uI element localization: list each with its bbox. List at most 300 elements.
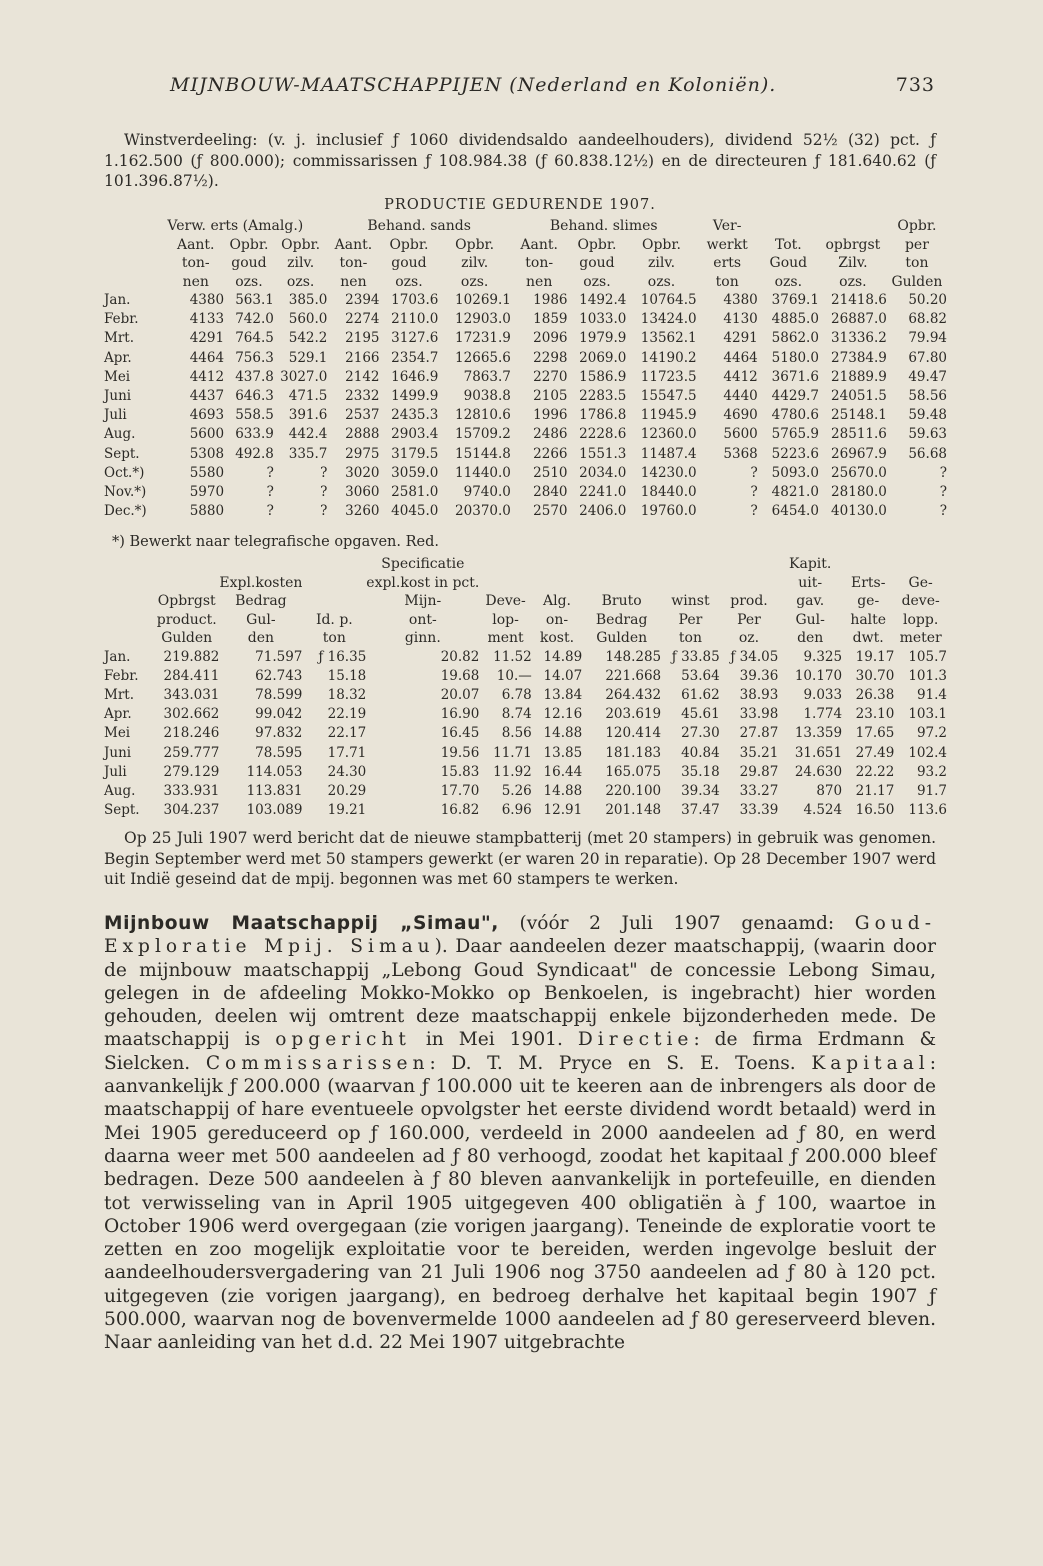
table-cell: 20.29: [327, 782, 367, 799]
header-cell: [104, 574, 154, 593]
stampers-paragraph: Op 25 Juli 1907 werd bericht dat de nieuwe stampbatterij (met 20 stampers) in gebruik was genomen. Begin September werd met 50 stampers gewerkt (er waren 20 in reparatie). Op 28 December 1907 werd uit Indië geseind dat de mpij. begonnen was met 60 stampers te werken.: [104, 829, 936, 888]
table-cell: 1986: [533, 292, 568, 308]
header-cell: [532, 574, 582, 593]
table-cell: 6454.0: [771, 503, 819, 520]
table-cell: 492.8: [235, 445, 274, 462]
table-cell: 8.74: [501, 706, 532, 723]
table-cell: 14.88: [543, 782, 583, 799]
header-cell: Goud: [769, 255, 808, 271]
table-cell: 120.414: [605, 725, 662, 742]
table-cell: 2105: [533, 388, 568, 405]
table-cell: ?: [939, 484, 947, 501]
table-cell: 343.031: [163, 686, 220, 703]
company-name: Mijnbouw Maatschappij „Simau",: [104, 913, 499, 934]
month-cell: Jan.: [104, 292, 131, 308]
table-cell: 45.61: [681, 706, 720, 723]
table-cell: 542.2: [288, 330, 328, 347]
table-cell: 19.56: [440, 744, 480, 761]
month-cell: Mei: [104, 725, 131, 742]
header-cell: Aant.: [176, 236, 215, 253]
table-cell: 14.89: [543, 648, 583, 665]
table-cell: 335.7: [288, 445, 328, 462]
table-cell: 4690: [723, 407, 758, 424]
text-run: (vóór 2 Juli 1907 genaamd:: [498, 913, 855, 934]
table-cell: 113.6: [908, 802, 947, 819]
header-cell: Behand. slimes: [549, 218, 658, 234]
table-cell: 385.0: [288, 292, 328, 308]
table-cell: 4291: [723, 330, 758, 347]
header-cell: Opbr.: [641, 236, 681, 253]
header-cell: nen: [340, 273, 367, 290]
month-cell: Aug.: [104, 426, 136, 443]
header-cell: Expl.kosten: [219, 574, 303, 591]
table-cell: 11440.0: [455, 464, 511, 481]
spaced-term: Commissarissen: [205, 1052, 430, 1074]
header-cell: Gul-: [795, 611, 825, 628]
table-cell: 279.129: [163, 763, 220, 780]
table-cell: 563.1: [235, 292, 274, 308]
header-cell: ton-: [339, 255, 368, 271]
table-cell: 16.82: [440, 802, 480, 819]
header-cell: Kapit.: [789, 556, 832, 572]
running-header: [170, 74, 935, 96]
header-cell: [720, 574, 779, 593]
month-cell: Mrt.: [104, 686, 134, 703]
table-cell: 9.325: [803, 648, 843, 665]
table-cell: 264.432: [605, 686, 662, 703]
table-cell: 1996: [533, 407, 568, 424]
table-cell: 2096: [533, 330, 568, 347]
header-cell: product.: [156, 611, 217, 628]
table-cell: 103.089: [246, 802, 303, 819]
table-cell: 13.84: [543, 686, 583, 703]
table-cell: 19.17: [855, 648, 895, 665]
table-cell: ?: [750, 503, 758, 520]
header-cell: uit-: [798, 574, 823, 591]
month-cell: Aug.: [104, 782, 136, 799]
table-cell: 1551.3: [579, 445, 627, 462]
table-cell: 12665.6: [455, 349, 511, 366]
table-cell: 10.—: [496, 667, 532, 684]
header-cell: Alg.: [542, 593, 571, 609]
table-cell: 12903.0: [455, 311, 511, 328]
header-cell: [582, 574, 661, 593]
table-cell: 24.30: [327, 763, 367, 780]
table-cell: 24.630: [794, 763, 843, 780]
table-cell: 165.075: [605, 763, 662, 780]
header-cell: Opbr.: [229, 236, 269, 253]
simau-article: [104, 912, 936, 1355]
table-cell: 870: [816, 782, 843, 799]
month-cell: Febr.: [104, 667, 139, 684]
table-cell: 13.85: [543, 744, 583, 761]
table-cell: 6.96: [501, 802, 532, 819]
table-cell: 40.84: [681, 744, 720, 761]
header-cell: meter: [899, 630, 942, 646]
table-cell: 14230.0: [640, 464, 697, 481]
header-cell: [154, 555, 219, 574]
table-cell: 113.831: [246, 782, 303, 799]
table-cell: 10.170: [794, 667, 843, 684]
table-cell: 19.68: [440, 667, 480, 684]
header-cell: ozs.: [235, 273, 263, 290]
header-row: [104, 629, 947, 648]
table-cell: 9.033: [803, 686, 843, 703]
table-cell: 15.18: [327, 667, 367, 684]
table-cell: 203.619: [605, 706, 662, 723]
header-cell: [819, 217, 887, 236]
header-cell: Opbrgst: [157, 593, 216, 609]
table-cell: ?: [320, 464, 328, 481]
header-cell: kost.: [539, 630, 575, 646]
table-cell: 1.774: [803, 706, 843, 723]
table-cell: 78.599: [255, 686, 303, 703]
table-cell: 9038.8: [463, 388, 511, 405]
header-row: [104, 217, 947, 236]
table-footnote: *) Bewerkt naar telegrafische opgaven. Red.: [112, 534, 439, 550]
header-cell: Gulden: [891, 273, 943, 290]
month-cell: Apr.: [104, 349, 132, 366]
header-cell: winst: [671, 593, 710, 609]
table-cell: 11.52: [493, 648, 532, 665]
header-cell: Id. p.: [315, 611, 353, 628]
table-cell: 148.285: [605, 648, 662, 665]
table-cell: ?: [266, 464, 274, 481]
table-cell: 1859: [533, 311, 568, 328]
table-cell: 71.597: [255, 648, 303, 665]
table-cell: 2354.7: [391, 349, 439, 366]
table-cell: 3060: [345, 484, 380, 501]
header-cell: [720, 555, 779, 574]
header-cell: [104, 273, 167, 292]
table-cell: 2110.0: [391, 311, 439, 328]
header-cell: [104, 555, 154, 574]
table-cell: 49.47: [908, 368, 947, 385]
table-cell: 15709.2: [455, 426, 511, 443]
table-row: [104, 744, 947, 763]
header-cell: Aant.: [334, 236, 373, 253]
table-cell: 50.20: [908, 292, 947, 308]
table-cell: 93.2: [916, 763, 947, 780]
table-cell: 79.94: [908, 330, 947, 347]
table-cell: 26967.9: [831, 445, 887, 462]
month-cell: Sept.: [104, 802, 140, 819]
header-cell: erts: [713, 255, 742, 271]
table-cell: 2975: [345, 445, 380, 462]
table-cell: 38.93: [739, 686, 779, 703]
table-cell: 17.71: [327, 744, 367, 761]
header-cell: werkt: [706, 236, 748, 253]
table-cell: 16.50: [855, 802, 895, 819]
header-cell: gav.: [796, 593, 825, 609]
header-row: [104, 236, 947, 255]
month-cell: Nov.*): [104, 484, 147, 501]
table-cell: 2166: [345, 349, 380, 366]
table-cell: 15.83: [440, 763, 480, 780]
table-cell: 37.47: [681, 802, 720, 819]
table-row: [104, 406, 947, 425]
table-cell: 4885.0: [771, 311, 819, 328]
table-cell: 26887.0: [831, 311, 887, 328]
table-cell: 39.34: [681, 782, 720, 799]
table-cell: 1586.9: [579, 368, 627, 385]
table-cell: 5600: [723, 426, 758, 443]
header-cell: [302, 574, 366, 593]
header-cell: ozs.: [647, 273, 676, 290]
table-cell: 3260: [345, 503, 380, 520]
table-cell: 14.88: [543, 725, 583, 742]
header-cell: [479, 574, 531, 593]
table-cell: 2435.3: [391, 407, 439, 424]
table-cell: 35.21: [739, 744, 779, 761]
table-cell: 15144.8: [455, 445, 511, 462]
header-cell: den: [797, 630, 824, 646]
month-cell: Dec.*): [104, 503, 147, 520]
table-cell: 13562.1: [640, 330, 697, 347]
table-cell: 5308: [189, 445, 225, 462]
header-cell: [104, 217, 167, 236]
text-run: : aanvankelijk ƒ 200.000 (waarvan ƒ 100.000 uit te keeren aan de inbrengers als door de maatschappij of hare eventueele opvolgster het eerste dividend wordt betaald) werd in Mei 1905 gereduceerd op ƒ 160.000, verdeeld in 2000 aandeelen ad ƒ 80, en werd daarna weer met 500 aandeelen ad ƒ 80 verhoogd, zoodat het kapitaal ƒ 200.000 bleef bedragen. Deze 500 aandeelen à ƒ 80 bleven aanvankelijk in portefeuille, en dienden tot verwisseling van in April 1905 uitgegeven 400 obligatiën à ƒ 100, waartoe in October 1906 werd overgegaan (zie vorigen jaargang). Teneinde de exploratie voort te zetten en zoo mogelijk exploitatie voor te bereiden, werden ingevolge besluit der aandeelhoudersvergadering van 21 Juli 1906 nog 3750 aandeelen ad ƒ 80 à 120 pct. uitgegeven (zie vorigen jaargang), en bedroeg derhalve het kapitaal begin 1907 ƒ 500.000, waarvan nog de bovenvermelde 1000 aandeelen ad ƒ 80 gereserveerd bleven. Naar aanleiding van het d.d. 22 Mei 1907 uitgebrachte: [104, 1052, 936, 1354]
table-cell: 4380: [723, 292, 758, 308]
header-cell: Tot.: [774, 236, 802, 253]
production-table: [104, 217, 947, 521]
table-row: [104, 724, 947, 743]
table-cell: 3127.6: [391, 330, 439, 347]
table-cell: 68.82: [908, 311, 947, 328]
table-cell: 39.36: [739, 667, 779, 684]
header-row: [104, 592, 947, 611]
table-row: [104, 483, 947, 502]
table-cell: 53.64: [681, 667, 720, 684]
table-cell: 4437: [189, 388, 225, 405]
month-cell: Apr.: [104, 706, 132, 723]
month-cell: Febr.: [104, 311, 139, 328]
header-cell: [661, 574, 720, 593]
header-cell: [154, 574, 219, 593]
table-cell: 5093.0: [771, 464, 819, 481]
table-cell: 1703.6: [391, 292, 439, 308]
table-cell: 4821.0: [771, 484, 819, 501]
table-cell: 27.87: [739, 725, 779, 742]
header-cell: Gulden: [596, 630, 648, 646]
table-cell: 31.651: [794, 744, 843, 761]
header-cell: ginn.: [404, 630, 441, 646]
table-cell: 21.17: [855, 782, 895, 799]
header-row: [104, 254, 947, 273]
table-cell: 2888: [345, 426, 380, 443]
header-cell: nen: [526, 273, 553, 290]
table-cell: 3769.1: [771, 292, 819, 308]
header-cell: den: [247, 630, 275, 646]
table-row: [104, 705, 947, 724]
header-cell: goud: [231, 255, 267, 271]
header-cell: ozs.: [460, 273, 489, 290]
header-cell: ton: [715, 273, 739, 290]
header-cell: [842, 555, 894, 574]
table-cell: 10269.1: [455, 292, 511, 308]
table-cell: 30.70: [855, 667, 895, 684]
table-cell: 31336.2: [831, 330, 887, 347]
header-row: [104, 555, 947, 574]
table-cell: 78.595: [255, 744, 303, 761]
table-row: [104, 329, 947, 348]
table-row: [104, 310, 947, 329]
table-row: [104, 445, 947, 464]
header-cell: Specificatie: [381, 556, 465, 572]
table-cell: 12360.0: [640, 426, 697, 443]
table-cell: 7863.7: [463, 368, 511, 385]
header-cell: ton: [905, 255, 929, 271]
table-cell: 756.3: [235, 349, 274, 366]
page-number: 733: [895, 74, 935, 96]
table-cell: 2142: [345, 368, 380, 385]
header-cell: Mijn-: [404, 593, 442, 609]
table-cell: 4429.7: [771, 388, 819, 405]
header-cell: ton: [678, 630, 702, 646]
table-cell: 15547.5: [640, 388, 697, 405]
table-cell: 5765.9: [771, 426, 819, 443]
table-row: [104, 801, 947, 820]
header-cell: [894, 555, 947, 574]
table-cell: 2903.4: [391, 426, 439, 443]
table-cell: 5580: [189, 464, 225, 481]
spaced-term: Goud-Exploratie Mpij. Simau: [104, 913, 936, 958]
table-cell: 5880: [189, 503, 225, 520]
table-cell: 29.87: [739, 763, 779, 780]
header-cell: ozs.: [583, 273, 611, 290]
table-cell: 3179.5: [391, 445, 439, 462]
table-cell: 1033.0: [579, 311, 627, 328]
table-cell: 4045.0: [391, 503, 439, 520]
table-cell: ƒ 33.85: [671, 648, 720, 665]
production-table-title: PRODUCTIE GEDURENDE 1907.: [384, 197, 656, 213]
table-cell: 6.78: [501, 686, 532, 703]
table-row: [104, 686, 947, 705]
table-cell: 2332: [345, 388, 380, 405]
table-cell: 302.662: [163, 706, 220, 723]
table-cell: 3020: [345, 464, 380, 481]
table-cell: 2840: [533, 484, 568, 501]
table-cell: 4440: [723, 388, 758, 405]
table-cell: 2283.5: [579, 388, 627, 405]
table-cell: 14190.2: [640, 349, 697, 366]
table-cell: 1499.9: [391, 388, 439, 405]
table-cell: 12.16: [543, 706, 583, 723]
table-cell: 8.56: [501, 725, 532, 742]
header-cell: lop-: [492, 611, 519, 628]
header-cell: Opbr.: [577, 236, 617, 253]
table-cell: 19.21: [327, 802, 367, 819]
header-cell: [104, 254, 167, 273]
table-cell: 102.4: [908, 744, 947, 761]
table-cell: 9740.0: [463, 484, 511, 501]
header-cell: ton: [322, 630, 346, 646]
spaced-term: Directie: [577, 1029, 694, 1051]
table-cell: 16.45: [440, 725, 480, 742]
table-cell: 40130.0: [831, 503, 887, 520]
table-cell: 4133: [189, 311, 225, 328]
table-cell: ?: [939, 464, 947, 481]
header-cell: per: [904, 236, 929, 253]
table-cell: 20370.0: [455, 503, 511, 520]
table-cell: 28511.6: [831, 426, 887, 443]
table-cell: 1786.8: [579, 407, 627, 424]
table-cell: 442.4: [288, 426, 328, 443]
month-cell: Jan.: [104, 648, 131, 665]
header-cell: Deve-: [485, 593, 526, 609]
table-cell: ƒ 16.35: [318, 648, 367, 665]
table-cell: 99.042: [255, 706, 303, 723]
header-cell: [104, 592, 154, 611]
table-cell: 35.18: [681, 763, 720, 780]
month-cell: Juli: [104, 407, 127, 424]
table-cell: 19760.0: [640, 503, 697, 520]
table-cell: 62.743: [255, 667, 303, 684]
header-cell: [219, 555, 302, 574]
table-cell: 2195: [345, 330, 380, 347]
table-cell: 11487.4: [640, 445, 697, 462]
header-cell: Bedrag: [595, 611, 648, 628]
table-cell: 2406.0: [579, 503, 627, 520]
table-cell: ?: [266, 484, 274, 501]
header-cell: ton-: [525, 255, 554, 271]
table-cell: 437.8: [235, 368, 274, 385]
table-cell: 4380: [189, 292, 225, 308]
table-cell: 4693: [189, 407, 225, 424]
table-cell: 12810.6: [455, 407, 511, 424]
table-cell: 28180.0: [831, 484, 887, 501]
table-cell: 1979.9: [579, 330, 627, 347]
table-cell: 220.100: [605, 782, 662, 799]
header-cell: expl.kost in pct.: [366, 574, 480, 591]
table-cell: 27384.9: [831, 349, 887, 366]
header-cell: zilv.: [647, 255, 676, 271]
table-cell: 2394: [345, 292, 380, 308]
table-cell: 58.56: [908, 388, 947, 405]
header-cell: dwt.: [852, 630, 884, 646]
table-cell: 13.359: [794, 725, 843, 742]
header-cell: ton-: [181, 255, 210, 271]
table-cell: 646.3: [235, 388, 274, 405]
header-cell: ozs.: [395, 273, 423, 290]
table-cell: 14.07: [543, 667, 583, 684]
table-cell: 2510: [533, 464, 568, 481]
table-cell: 259.777: [163, 744, 220, 761]
month-cell: Sept.: [104, 445, 140, 462]
table-cell: 33.27: [739, 782, 779, 799]
table-row: [104, 667, 947, 686]
table-cell: 764.5: [235, 330, 274, 347]
month-cell: Juli: [104, 763, 127, 780]
table-cell: 4412: [723, 368, 758, 385]
table-cell: 560.0: [288, 311, 328, 328]
header-row: [104, 273, 947, 292]
header-cell: halte: [850, 611, 887, 628]
header-cell: Opbr.: [455, 236, 495, 253]
table-cell: 27.30: [681, 725, 720, 742]
header-cell: [479, 555, 531, 574]
table-cell: 97.832: [255, 725, 303, 742]
text-run: : de firma Erdmann & Sielcken.: [104, 1029, 936, 1074]
header-cell: Gul-: [246, 611, 276, 628]
table-cell: 5223.6: [771, 445, 819, 462]
header-cell: [758, 217, 819, 236]
header-row: [104, 574, 947, 593]
header-cell: Ver-: [712, 218, 742, 234]
table-cell: 5970: [189, 484, 225, 501]
header-cell: on-: [545, 611, 569, 628]
header-cell: Aant.: [520, 236, 558, 253]
